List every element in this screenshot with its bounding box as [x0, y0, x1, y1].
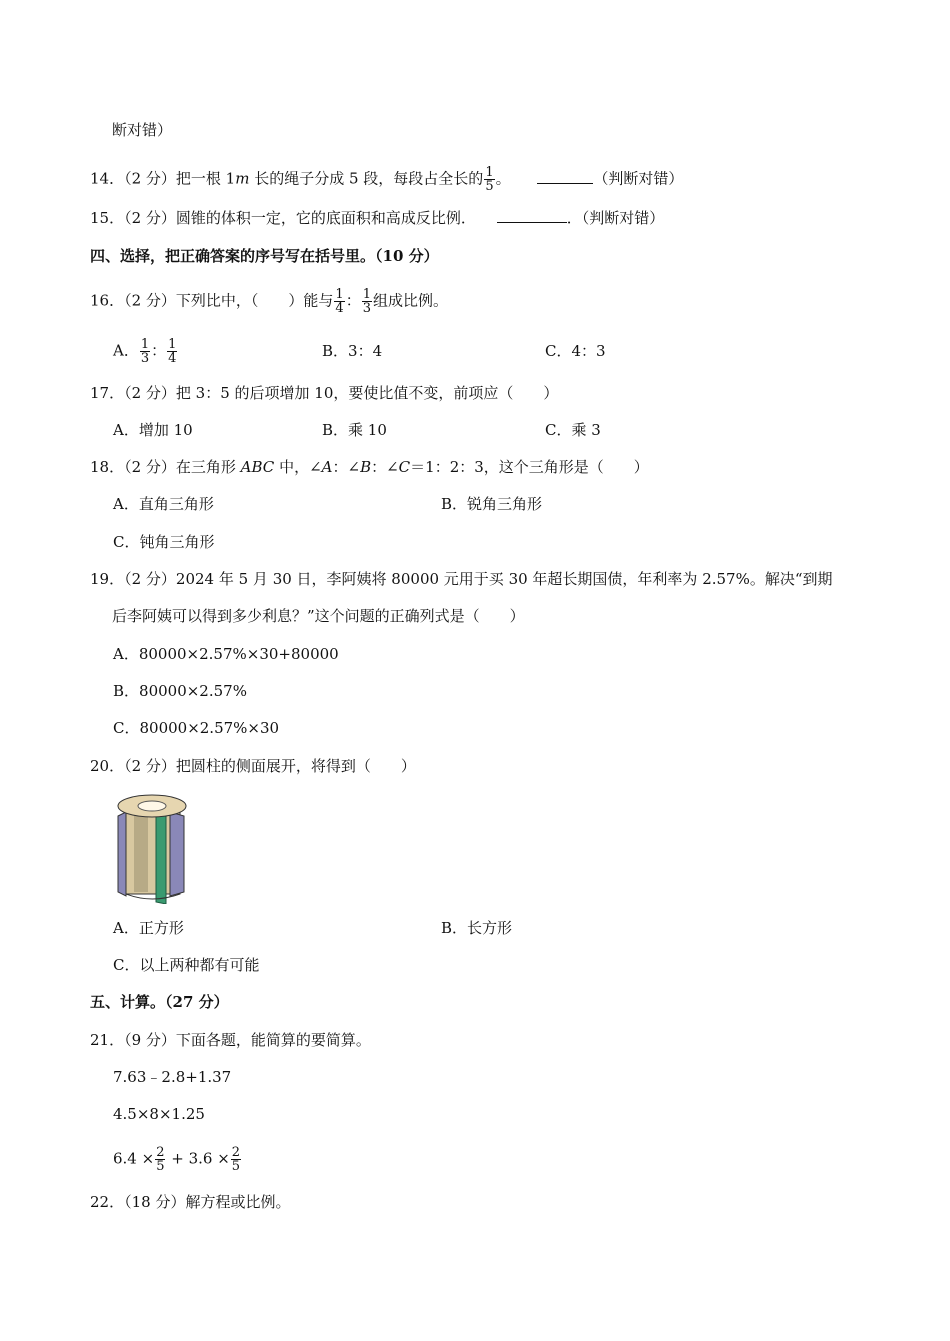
- q16-text-a: 16．（2 分）下列比中，（ ）能与: [90, 291, 334, 310]
- question-19-line-1: 19．（2 分）2024 年 5 月 30 日，李阿姨将 80000 元用于买 30 年超长期国债，年利率为 2.57%。解决“到期: [90, 570, 833, 588]
- q21-expression-1: 7.63﹣2.8+1.37: [113, 1068, 232, 1086]
- q16-fraction-1-num: 1: [335, 287, 344, 302]
- q14-fraction: [484, 166, 494, 193]
- q14-text-d: （判断对错）: [593, 169, 684, 188]
- q16-option-a-fraction-2: [167, 338, 177, 365]
- cylinder-unrolling-figure: [112, 792, 192, 904]
- q16-option-a-fraction-1-den: 3: [140, 351, 150, 366]
- q16-option-a-fraction-1: [140, 338, 150, 365]
- q21-expression-3-fraction-1: [155, 1146, 165, 1173]
- q21-expression-3-fraction-2: [231, 1146, 241, 1173]
- q16-option-a-colon: ：: [151, 341, 167, 360]
- q21-expression-3: [113, 1146, 242, 1173]
- q14-text-b: 长的绳子分成 5 段，每段占全长的: [249, 169, 484, 188]
- q16-option-a-fraction-2-den: 4: [168, 351, 177, 366]
- cylinder-side-panel-right: [170, 812, 184, 896]
- q21-expression-3-fraction-2-den: 5: [231, 1159, 241, 1174]
- q21-expression-3-fraction-2-num: 2: [231, 1145, 241, 1160]
- q13-continuation: 断对错）: [112, 121, 173, 139]
- q16-option-b[interactable]: B．3：4: [322, 342, 383, 360]
- cylinder-green-strip: [156, 814, 166, 904]
- q16-fraction-2-den: 3: [362, 301, 371, 316]
- question-16: [90, 288, 448, 315]
- q14-answer-blank[interactable]: [537, 169, 593, 184]
- section-5-heading: 五、计算。（27 分）: [90, 993, 229, 1011]
- q15-answer-blank[interactable]: [497, 208, 567, 223]
- cylinder-top-hole: [138, 801, 166, 811]
- q16-option-a-fraction-1-num: 1: [140, 337, 150, 352]
- q16-option-a-label: A．: [113, 341, 139, 360]
- q18-angle-b: B: [360, 458, 372, 476]
- question-15: [90, 208, 664, 228]
- q16-text-b: 组成比例。: [372, 291, 448, 310]
- question-20: 20．（2 分）把圆柱的侧面展开，将得到（ ）: [90, 757, 416, 775]
- q20-option-c[interactable]: C．以上两种都有可能: [113, 956, 260, 974]
- q16-fraction-1-den: 4: [335, 301, 344, 316]
- q14-text-c: 。: [495, 169, 511, 188]
- q16-option-a[interactable]: [113, 338, 178, 365]
- q19-option-c[interactable]: C．80000×2.57%×30: [113, 719, 280, 737]
- q18-angle-c: C: [398, 458, 411, 476]
- q21-expression-3-text-a: 6.4 ×: [113, 1149, 155, 1168]
- q16-colon: ：: [345, 291, 361, 310]
- question-18: [90, 457, 649, 477]
- q21-expression-3-fraction-1-num: 2: [156, 1145, 165, 1160]
- q18-angle-a: A: [321, 458, 333, 476]
- q14-text-a: 14．（2 分）把一根 1: [90, 169, 236, 188]
- q15-text-b: ．（判断对错）: [566, 209, 665, 227]
- q18-option-a[interactable]: A．直角三角形: [113, 495, 214, 513]
- q14-unit-m: m: [235, 169, 250, 188]
- q17-option-b[interactable]: B．乘 10: [322, 421, 387, 439]
- question-14: [90, 166, 683, 193]
- q15-text-a: 15．（2 分）圆锥的体积一定，它的底面积和高成反比例．: [90, 209, 476, 227]
- q18-option-c[interactable]: C．钝角三角形: [113, 533, 215, 551]
- q14-fraction-den: 5: [485, 179, 494, 194]
- question-19-line-2: 后李阿姨可以得到多少利息？”这个问题的正确列式是（ ）: [112, 607, 525, 625]
- cylinder-inner-band: [134, 814, 148, 892]
- cylinder-side-panel-left: [118, 812, 126, 896]
- q20-option-b[interactable]: B．长方形: [441, 919, 513, 937]
- q18-option-b[interactable]: B．锐角三角形: [441, 495, 543, 513]
- q14-fraction-num: 1: [485, 165, 494, 180]
- q17-option-a[interactable]: A．增加 10: [113, 421, 193, 439]
- q16-option-c[interactable]: C．4：3: [545, 342, 606, 360]
- q21-expression-3-fraction-1-den: 5: [156, 1159, 165, 1174]
- q16-fraction-2-num: 1: [362, 287, 371, 302]
- q18-text-d: ：∠: [371, 458, 399, 476]
- q17-option-c[interactable]: C．乘 3: [545, 421, 601, 439]
- q18-text-e: ＝1：2：3，这个三角形是（ ）: [410, 458, 649, 476]
- q19-option-b[interactable]: B．80000×2.57%: [113, 682, 247, 700]
- question-17: 17．（2 分）把 3：5 的后项增加 10，要使比值不变，前项应（ ）: [90, 384, 559, 402]
- section-4-heading: 四、选择，把正确答案的序号写在括号里。（10 分）: [90, 247, 439, 265]
- question-21: 21．（9 分）下面各题，能简算的要简算。: [90, 1031, 371, 1049]
- q18-text-b: 中，∠: [274, 458, 322, 476]
- q16-fraction-1: [334, 288, 344, 315]
- q16-option-a-fraction-2-num: 1: [168, 337, 177, 352]
- q21-expression-3-text-b: + 3.6 ×: [166, 1149, 230, 1168]
- q20-option-a[interactable]: A．正方形: [113, 919, 184, 937]
- q18-triangle-abc: ABC: [240, 458, 275, 476]
- q21-expression-2: 4.5×8×1.25: [113, 1105, 205, 1123]
- q19-option-a[interactable]: A．80000×2.57%×30+80000: [113, 645, 339, 663]
- q18-text-c: ：∠: [332, 458, 361, 476]
- q18-text-a: 18．（2 分）在三角形: [90, 458, 241, 476]
- q16-fraction-2: [362, 288, 372, 315]
- question-22: 22．（18 分）解方程或比例。: [90, 1193, 291, 1211]
